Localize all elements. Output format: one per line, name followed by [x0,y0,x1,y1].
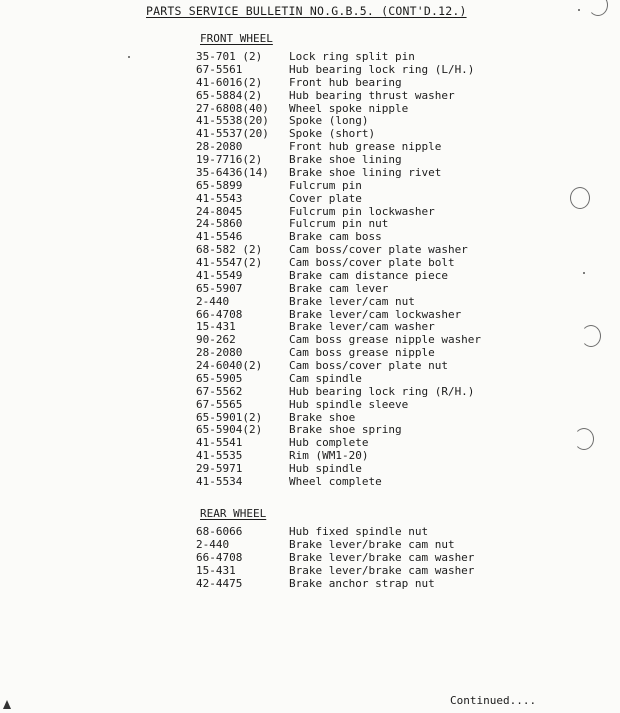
part-row [196,565,474,578]
part-number: 29-5971 [196,462,243,475]
part-row [196,51,481,64]
part-number: 24-5860 [196,217,243,231]
part-description: Cam boss/cover plate washer [289,243,468,257]
part-row [196,257,481,270]
part-number: 68-582 (2) [196,243,263,257]
punch-hole-mark [588,0,608,16]
part-description: Hub spindle [289,462,362,475]
part-number: 65-5905 [196,371,243,385]
part-number: 41-5546 [196,230,243,244]
part-number: 41-5537(20) [196,127,269,141]
part-description: Hub bearing thrust washer [289,88,455,102]
part-description: Wheel spoke nipple [289,101,409,115]
part-row [196,77,481,90]
part-number: 15-431 [196,563,236,577]
part-number: 2-440 [196,537,230,551]
part-number: 19-7716(2) [196,153,263,166]
part-row [196,167,481,180]
part-row [196,476,481,489]
part-description: Brake lever/cam washer [289,320,435,334]
part-description: Lock ring split pin [289,50,415,63]
part-number: 66-4708 [196,550,243,564]
part-number: 65-5907 [196,281,243,295]
part-description: Hub fixed spindle nut [289,525,429,538]
part-description: Cam spindle [289,371,362,385]
part-description: Fulcrum pin nut [289,217,389,231]
part-row [196,386,481,399]
part-description: Spoke (long) [289,114,369,128]
part-number: 68-6066 [196,525,243,538]
part-description: Fulcrum pin [289,178,362,192]
part-description: Rim (WM1-20) [289,449,369,463]
part-number: 90-262 [196,333,236,347]
part-description: Brake cam distance piece [289,268,448,282]
punch-hole-mark [581,325,601,347]
part-row [196,90,481,103]
part-description: Cam boss/cover plate nut [289,359,448,372]
part-number: 42-4475 [196,576,243,590]
part-row [196,463,481,476]
part-row [196,283,481,296]
part-description: Spoke (short) [289,127,376,141]
part-description: Cam boss/cover plate bolt [289,256,455,269]
part-description: Brake cam boss [289,230,382,244]
punch-hole-mark [570,187,590,209]
part-number: 27-6808(40) [196,101,269,115]
part-row [196,526,474,539]
part-description: Brake lever/brake cam washer [289,550,475,564]
part-number: 35-701 (2) [196,50,263,63]
part-description: Brake lever/brake cam nut [289,537,455,551]
bulletin-title-text: PARTS SERVICE BULLETIN NO.G.B.5. (CONT'D.12.) [146,4,467,18]
part-description: Hub bearing lock ring (R/H.) [289,384,475,398]
part-number: 67-5562 [196,384,243,398]
part-description: Cam boss grease nipple washer [289,333,482,347]
part-number: 65-5884(2) [196,88,263,102]
part-row [196,360,481,373]
part-number: 41-5547(2) [196,256,263,269]
part-description: Brake lever/brake cam washer [289,563,475,577]
part-row [196,399,481,412]
part-description: Cam boss grease nipple [289,346,435,360]
part-row [196,193,481,206]
part-description: Brake anchor strap nut [289,576,435,590]
part-number: 2-440 [196,294,230,308]
part-description: Brake shoe lining [289,153,402,166]
part-number: 35-6436(14) [196,165,269,179]
bulletin-title [146,4,467,18]
part-number: 24-6040(2) [196,359,263,372]
part-row [196,296,481,309]
part-description: Front hub bearing [289,75,402,89]
part-number: 15-431 [196,320,236,334]
part-description: Brake shoe spring [289,423,402,437]
part-description: Brake shoe lining rivet [289,165,442,179]
part-description: Cover plate [289,191,362,205]
part-row [196,154,481,167]
rear-wheel-parts-list [196,526,474,590]
part-description: Wheel complete [289,474,382,488]
part-number: 41-6016(2) [196,75,263,89]
scan-speck [578,9,580,11]
part-row [196,373,481,386]
part-description: Brake lever/cam lockwasher [289,307,462,321]
part-number: 24-8045 [196,204,243,218]
part-number: 41-5535 [196,449,243,463]
section-title-rear-wheel: REAR WHEEL [200,507,267,520]
section-title-front-wheel: FRONT WHEEL [200,32,273,45]
part-number: 41-5543 [196,191,243,205]
part-number: 41-5538(20) [196,114,269,128]
part-description: Brake cam lever [289,281,389,295]
part-number: 65-5904(2) [196,423,263,437]
scan-edge-mark [3,700,11,709]
part-number: 66-4708 [196,307,243,321]
part-description: Hub complete [289,436,369,450]
part-description: Brake shoe [289,410,356,424]
part-number: 65-5899 [196,178,243,192]
part-number: 41-5549 [196,268,243,282]
part-row [196,64,481,77]
punch-hole-mark [574,428,594,450]
part-number: 67-5561 [196,62,243,76]
part-number: 28-2080 [196,140,243,154]
part-description: Hub bearing lock ring (L/H.) [289,62,475,76]
part-description: Front hub grease nipple [289,140,442,154]
part-number: 67-5565 [196,397,243,411]
part-number: 28-2080 [196,346,243,360]
part-row [196,552,474,565]
scan-speck [128,56,130,58]
part-number: 41-5541 [196,436,243,450]
part-number: 65-5901(2) [196,410,263,424]
part-row [196,180,481,193]
scan-speck [583,272,585,274]
front-wheel-parts-list [196,51,481,489]
part-row [196,539,474,552]
part-description: Fulcrum pin lockwasher [289,204,435,218]
continued-note: Continued.... [450,694,537,707]
part-description: Hub spindle sleeve [289,397,409,411]
part-number: 41-5534 [196,474,243,488]
part-row [196,578,474,591]
part-row [196,270,481,283]
part-description: Brake lever/cam nut [289,294,415,308]
